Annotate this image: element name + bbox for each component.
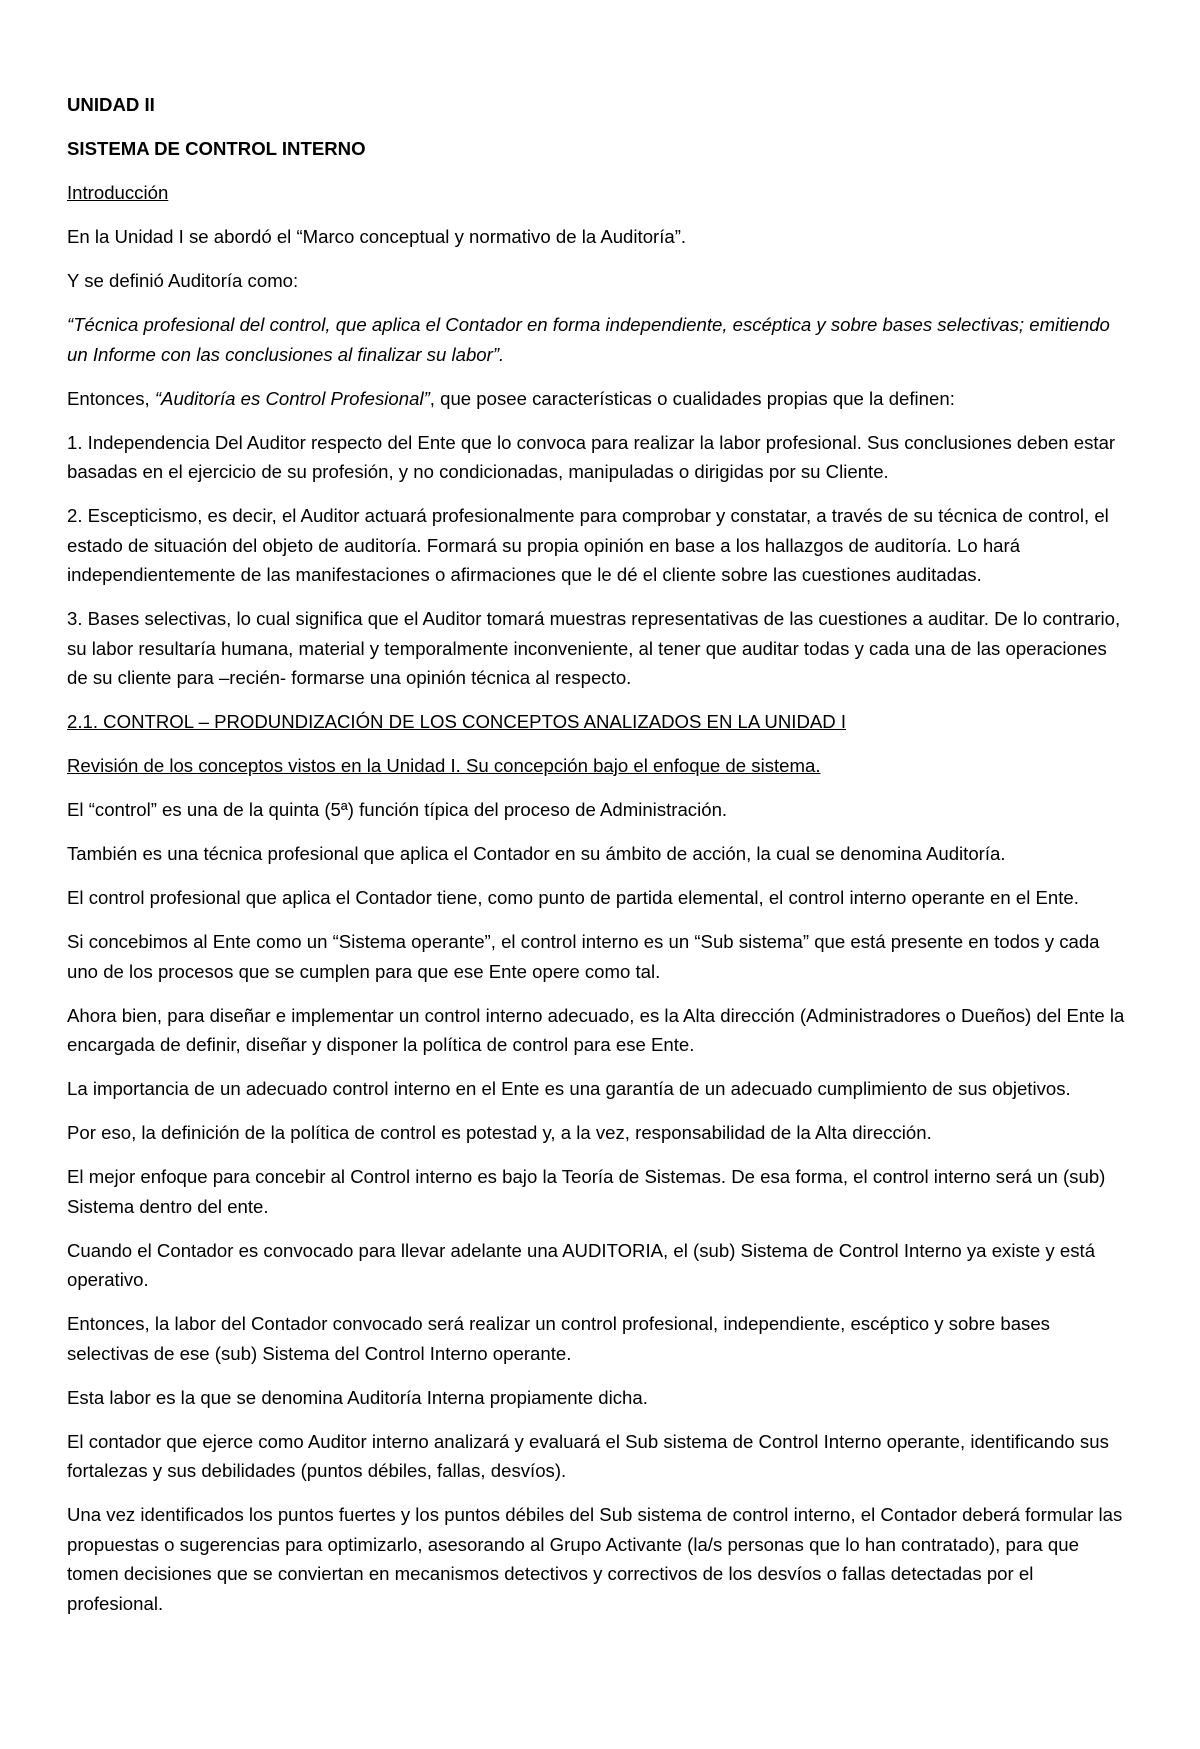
paragraph-intro-2: Y se definió Auditoría como: [67,270,299,291]
heading-revision [67,751,1130,781]
paragraph-13: Una vez identificados los puntos fuertes y los puntos débiles del Sub sistema de control interno, el Contador deberá formular las propuestas o sugerencias para optimizarlo, asesorando al Grupo Activante (la/s personas que lo han contratado), para que tomen decisiones que se conviertan en mecanismos detectivos y correctivos de los desvíos o fallas detectadas por el profesional. [67,1504,1123,1614]
list-item-escepticismo: 2. Escepticismo, es decir, el Auditor actuará profesionalmente para comprobar y constatar, a través de su técnica de control, el estado de situación del objeto de auditoría. Formará su propia opinión en base a los hallazgos de auditoría. Lo hará independientemente de las manifestaciones o afirmaciones que le dé el cliente sobre las cuestiones auditadas. [67,505,1109,585]
entonces-tail: , que posee características o cualidades propias que la definen: [429,387,955,409]
paragraph-intro-1: En la Unidad I se abordó el “Marco conceptual y normativo de la Auditoría”. [67,226,687,247]
paragraph-8: El mejor enfoque para concebir al Control interno es bajo la Teoría de Sistemas. De esa forma, el control interno será un (sub) Sistema dentro del ente. [67,1166,1106,1217]
paragraph-entonces [67,384,1130,414]
paragraph-6: La importancia de un adecuado control interno en el Ente es una garantía de un adecuado cumplimiento de sus objetivos. [67,1078,1071,1099]
paragraph-2: También es una técnica profesional que aplica el Contador en su ámbito de acción, la cual se denomina Auditoría. [67,843,1006,864]
paragraph-10: Entonces, la labor del Contador convocado será realizar un control profesional, independiente, escéptico y sobre bases selectivas de ese (sub) Sistema del Control Interno operante. [67,1313,1050,1364]
list-item-independencia: 1. Independencia Del Auditor respecto del Ente que lo convoca para realizar la labor profesional. Sus conclusiones deben estar basadas en el ejercicio de su profesión, y no condicionadas, manipuladas o dirigidas por su Cliente. [67,431,1116,482]
definition-quote: “Técnica profesional del control, que aplica el Contador en forma independiente, escéptica y sobre bases selectivas; emitiendo un Informe con las conclusiones al finalizar su labor”. [67,314,1110,365]
paragraph-1: El “control” es una de la quinta (5ª) función típica del proceso de Administración. [67,799,728,820]
list-item-bases-selectivas: 3. Bases selectivas, lo cual significa que el Auditor tomará muestras representativas de las cuestiones a auditar. De lo contrario, su labor resultaría humana, material y temporalmente inconveniente, al tener que auditar todas y cada una de las operaciones de su cliente para –recién- formarse una opinión técnica al respecto. [67,608,1121,688]
unit-title: UNIDAD II [67,94,155,115]
heading-revision-text: Revisión de los conceptos vistos en la Unidad I. Su concepción bajo el enfoque de sistema. [67,755,821,776]
paragraph-9: Cuando el Contador es convocado para llevar adelante una AUDITORIA, el (sub) Sistema de Control Interno ya existe y está operativo. [67,1239,1096,1290]
heading-2-1 [67,707,1130,737]
paragraph-12: El contador que ejerce como Auditor interno analizará y evaluará el Sub sistema de Control Interno operante, identificando sus fortalezas y sus debilidades (puntos débiles, fallas, desvíos). [67,1430,1109,1481]
paragraph-3: El control profesional que aplica el Contador tiene, como punto de partida elemental, el control interno operante en el Ente. [67,887,1079,908]
paragraph-5: Ahora bien, para diseñar e implementar un control interno adecuado, es la Alta dirección (Administradores o Dueños) del Ente la encargada de definir, diseñar y disponer la política de control para ese Ente. [67,1004,1125,1055]
intro-heading-text: Introducción [67,182,169,203]
intro-heading [67,178,1130,208]
entonces-lead: Entonces, [67,387,155,409]
heading-2-1-text: 2.1. CONTROL – PRODUNDIZACIÓN DE LOS CONCEPTOS ANALIZADOS EN LA UNIDAD I [67,711,847,732]
section-title: SISTEMA DE CONTROL INTERNO [67,138,366,159]
paragraph-11: Esta labor es la que se denomina Auditoría Interna propiamente dicha. [67,1386,648,1408]
paragraph-4: Si concebimos al Ente como un “Sistema operante”, el control interno es un “Sub sistema” que está presente en todos y cada uno de los procesos que se cumplen para que ese Ente opere como tal. [67,931,1100,982]
entonces-quote: “Auditoría es Control Profesional” [154,387,430,409]
paragraph-7: Por eso, la definición de la política de control es potestad y, a la vez, responsabilidad de la Alta dirección. [67,1122,932,1143]
